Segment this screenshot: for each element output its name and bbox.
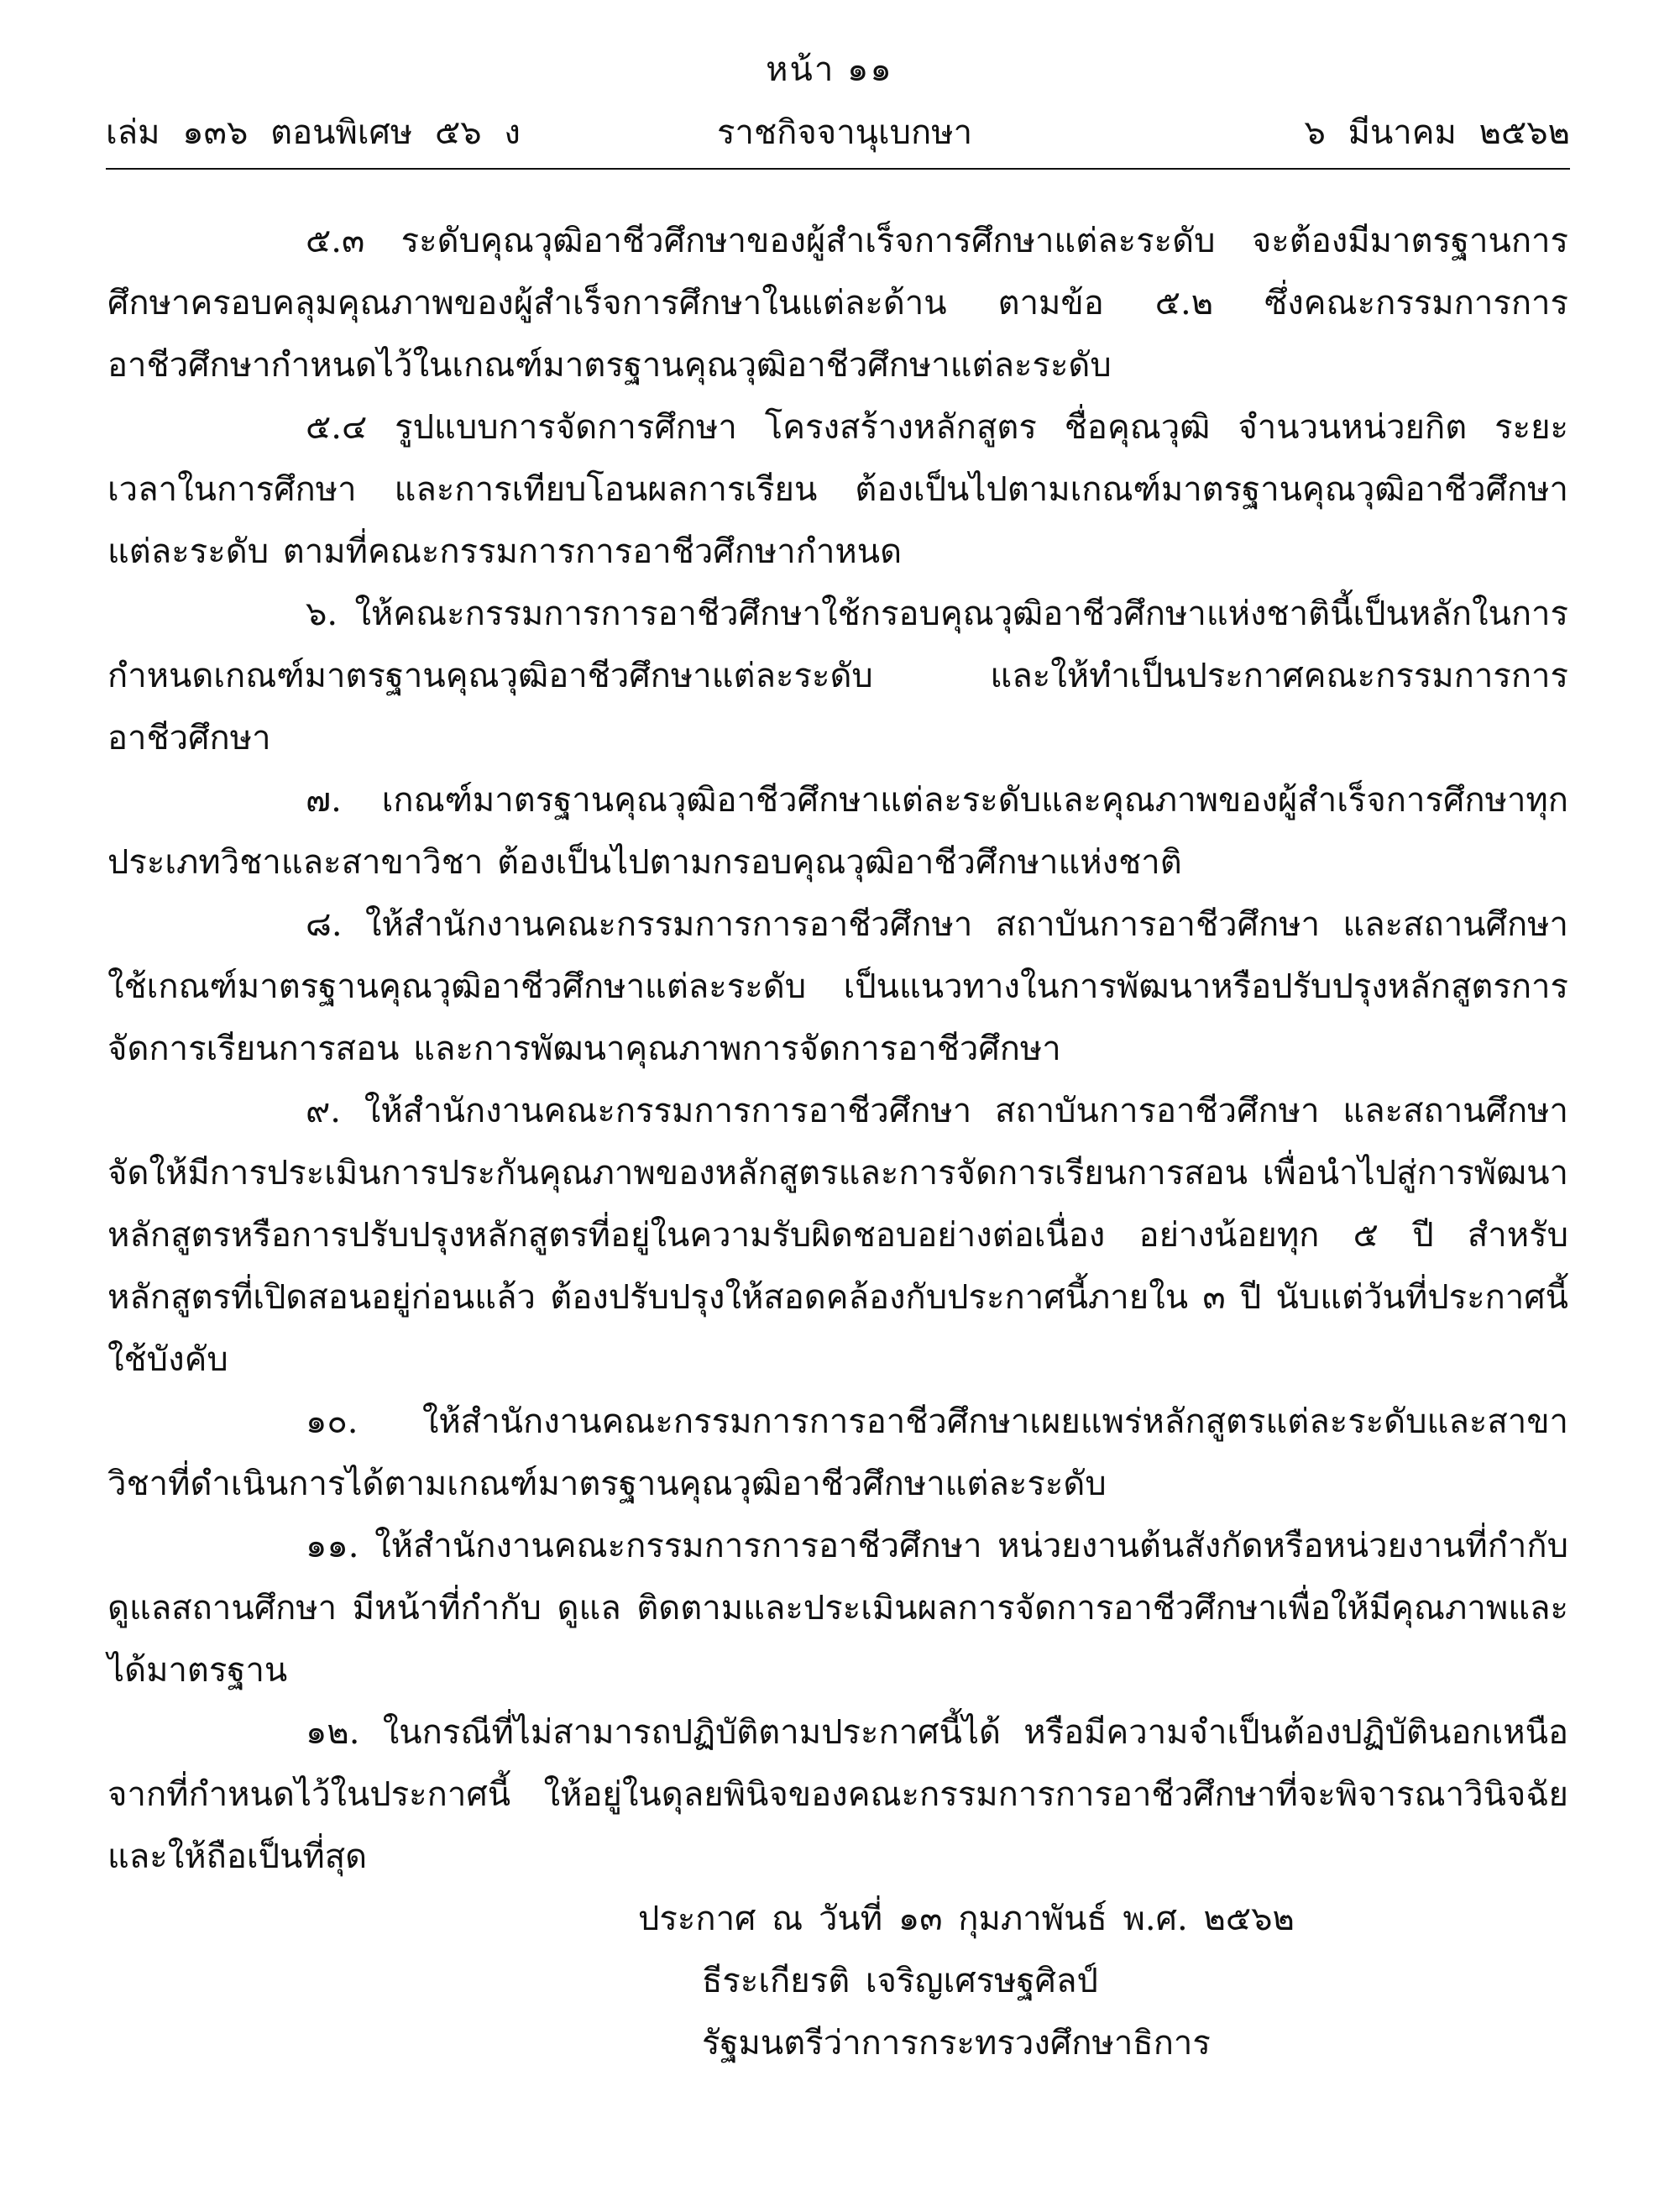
header-divider (106, 168, 1570, 170)
clause-10: ๑๐. ให้สำนักงานคณะกรรมการการอาชีวศึกษาเผยแพร่หลักสูตรแต่ละระดับและสาขาวิชาที่ดำเนินการได้ตามเกณฑ์มาตรฐานคุณวุฒิอาชีวศึกษาแต่ละระดับ (107, 1402, 1568, 1503)
gazette-date: ๖ มีนาคม ๒๕๖๒ (1304, 113, 1570, 152)
gazette-name: ราชกิจจานุเบกษา (717, 113, 973, 152)
announcement-date: ประกาศ ณ วันที่ ๑๓ กุมภาพันธ์ พ.ศ. ๒๕๖๒ (638, 1900, 1295, 1938)
signatory-name: ธีระเกียรติ เจริญเศรษฐศิลป์ (702, 1962, 1098, 2000)
signature-block (638, 1888, 1360, 2074)
volume-issue: เล่ม ๑๓๖ ตอนพิเศษ ๕๖ ง (106, 113, 521, 152)
gazette-header (106, 111, 1570, 155)
clause-11: ๑๑. ให้สำนักงานคณะกรรมการการอาชีวศึกษา หน่วยงานต้นสังกัดหรือหน่วยงานที่กำกับดูแลสถานศึกษา มีหน้าที่กำกับ ดูแล ติดตามและประเมินผลการจัดการอาชีวศึกษาเพื่อให้มีคุณภาพและได้มาตรฐาน (107, 1527, 1568, 1690)
clause-12: ๑๒. ในกรณีที่ไม่สามารถปฏิบัติตามประกาศนี้ได้ หรือมีความจำเป็นต้องปฏิบัตินอกเหนือจากที่กำหนดไว้ในประกาศนี้ ให้อยู่ในดุลยพินิจของคณะกรรมการการอาชีวศึกษาที่จะพิจารณาวินิจฉัยและให้ถือเป็นที่สุด (107, 1713, 1568, 1876)
clause-9: ๙. ให้สำนักงานคณะกรรมการการอาชีวศึกษา สถาบันการอาชีวศึกษา และสถานศึกษาจัดให้มีการประเมินการประกันคุณภาพของหลักสูตรและการจัดการเรียนการสอน เพื่อนำไปสู่การพัฒนาหลักสูตรหรือการปรับปรุงหลักสูตรที่อยู่ในความรับผิดชอบอย่างต่อเนื่อง อย่างน้อยทุก ๕ ปี สำหรับหลักสูตรที่เปิดสอนอยู่ก่อนแล้ว ต้องปรับปรุงให้สอดคล้องกับประกาศนี้ภายใน ๓ ปี นับแต่วันที่ประกาศนี้ใช้บังคับ (107, 1092, 1568, 1379)
signatory-position: รัฐมนตรีว่าการกระทรวงศึกษาธิการ (702, 2024, 1211, 2063)
clause-7: ๗. เกณฑ์มาตรฐานคุณวุฒิอาชีวศึกษาแต่ละระดับและคุณภาพของผู้สำเร็จการศึกษาทุกประเภทวิชาและสาขาวิชา ต้องเป็นไปตามกรอบคุณวุฒิอาชีวศึกษาแห่งชาติ (107, 781, 1568, 882)
document-body (107, 210, 1568, 1888)
page-number: หน้า ๑๑ (766, 50, 893, 89)
clause-6: ๖. ให้คณะกรรมการการอาชีวศึกษาใช้กรอบคุณวุฒิอาชีวศึกษาแห่งชาตินี้เป็นหลักในการกำหนดเกณฑ์มาตรฐานคุณวุฒิอาชีวศึกษาแต่ละระดับ และให้ทำเป็นประกาศคณะกรรมการการอาชีวศึกษา (107, 595, 1568, 757)
clause-8: ๘. ให้สำนักงานคณะกรรมการการอาชีวศึกษา สถาบันการอาชีวศึกษา และสถานศึกษาใช้เกณฑ์มาตรฐานคุณวุฒิอาชีวศึกษาแต่ละระดับ เป็นแนวทางในการพัฒนาหรือปรับปรุงหลักสูตรการจัดการเรียนการสอน และการพัฒนาคุณภาพการจัดการอาชีวศึกษา (107, 905, 1568, 1068)
clause-5-3: ๕.๓ ระดับคุณวุฒิอาชีวศึกษาของผู้สำเร็จการศึกษาแต่ละระดับ จะต้องมีมาตรฐานการศึกษาครอบคลุมคุณภาพของผู้สำเร็จการศึกษาในแต่ละด้าน ตามข้อ ๕.๒ ซึ่งคณะกรรมการการอาชีวศึกษากำหนดไว้ในเกณฑ์มาตรฐานคุณวุฒิอาชีวศึกษาแต่ละระดับ (107, 222, 1568, 385)
clause-5-4: ๕.๔ รูปแบบการจัดการศึกษา โครงสร้างหลักสูตร ชื่อคุณวุฒิ จำนวนหน่วยกิต ระยะเวลาในการศึกษา และการเทียบโอนผลการเรียน ต้องเป็นไปตามเกณฑ์มาตรฐานคุณวุฒิอาชีวศึกษาแต่ละระดับ ตามที่คณะกรรมการการอาชีวศึกษากำหนด (107, 408, 1568, 571)
